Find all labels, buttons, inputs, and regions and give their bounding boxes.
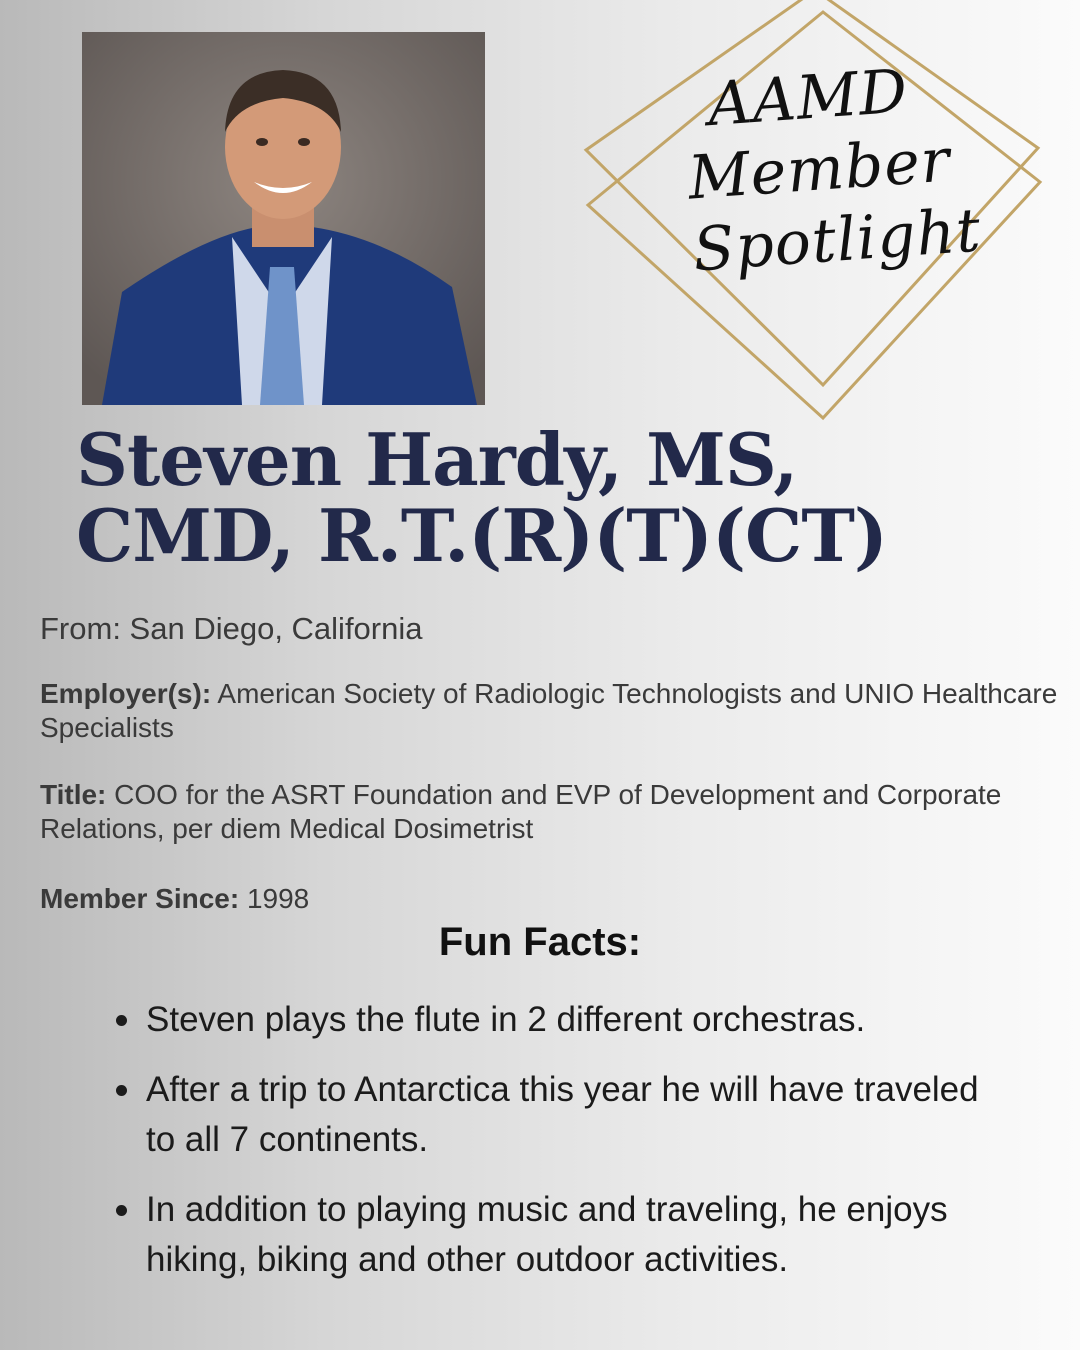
fun-fact-item: Steven plays the flute in 2 different orchestras. [110,995,1010,1045]
from-location: From: San Diego, California [40,611,423,646]
member-name-line-2: CMD, R.T.(R)(T)(CT) [76,493,887,578]
profile-photo [82,32,485,405]
title-value: COO for the ASRT Foundation and EVP of Development and Corporate Relations, per diem Medical Dosimetrist [40,779,1002,844]
member-since [40,883,1060,915]
badge-line-aamd: AAMD [705,56,911,141]
fun-facts-heading: Fun Facts: [438,920,642,964]
fun-fact-item: After a trip to Antarctica this year he will have traveled to all 7 continents. [110,1065,1010,1165]
badge-line-member: Member [685,125,953,214]
member-since-value: 1998 [239,883,310,914]
employer-value: American Society of Radiologic Technologists and UNIO Healthcare Specialists [40,678,1058,743]
member-name [76,417,976,578]
fun-facts-list [110,995,1010,1305]
member-since-label: Member Since: [40,883,240,914]
title-info [40,778,1060,846]
badge-title [681,54,984,287]
employer-info [40,677,1060,745]
badge-line-spotlight: Spotlight [690,195,984,286]
employer-label: Employer(s): [40,678,212,709]
member-spotlight-badge [578,0,1048,430]
member-name-line-1: Steven Hardy, MS, [76,417,798,502]
title-label: Title: [40,779,107,810]
portrait-image [82,32,485,405]
fun-fact-item: In addition to playing music and traveling, he enjoys hiking, biking and other outdoor activities. [110,1185,1010,1285]
